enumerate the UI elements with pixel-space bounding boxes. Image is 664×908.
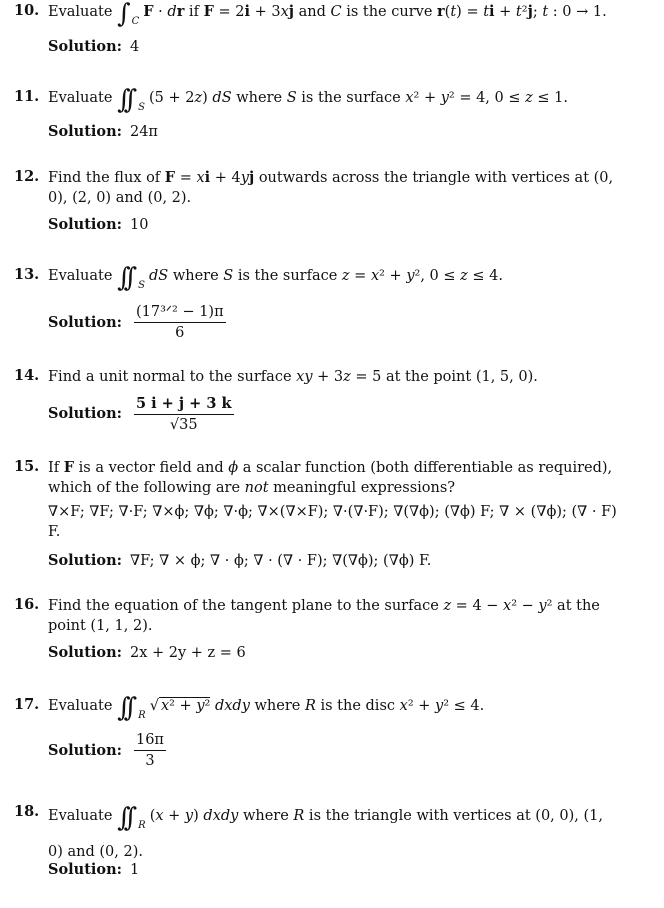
solution-fraction: $\frac{5 i + j + 3 k}{√35}$ bbox=[135, 395, 232, 433]
expressions-list: ∇×F; ∇F; ∇·F; ∇×ϕ; ∇ϕ; ∇·ϕ; ∇×(∇×F); ∇·(∇·F); ∇(∇ϕ); (∇ϕ) F; ∇ × (∇ϕ); (∇ · F) F. bbox=[48, 504, 617, 540]
problem-number: 12. bbox=[14, 168, 40, 185]
solution: Solution: 4 bbox=[48, 38, 140, 55]
solution-fraction: $\frac{\text{(17³ᐟ² − 1)π}}{6}$ bbox=[135, 304, 224, 341]
problem-number: 14. bbox=[14, 367, 40, 384]
problem-question: Evaluate ∫∫ $_R$√ x² + y² dxdy where R is the disc x² + y² ≤ 4. bbox=[48, 693, 485, 723]
solution-value: 24π bbox=[129, 124, 158, 140]
solution-value: ∇F; ∇ × ϕ; ∇ · ϕ; ∇ · (∇ · F); ∇(∇ϕ); (∇ϕ) F. bbox=[129, 553, 432, 569]
solution-value: 4 bbox=[129, 39, 140, 55]
solution-value: 1 bbox=[129, 862, 140, 878]
problem-question: Find a unit normal to the surface xy + 3z = 5 at the point (1, 5, 0). bbox=[48, 369, 538, 385]
solution: Solution: 10 bbox=[48, 216, 149, 233]
problem-question: Evaluate ∫∫ $_R$(x + y) dxdy where R is the triangle with vertices at (0, 0), (1, 0) and (0, 2). bbox=[48, 803, 603, 860]
problem-number: 10. bbox=[14, 2, 40, 19]
solution-value: 2x + 2y + z = 6 bbox=[129, 645, 246, 661]
solution: Solution: $\frac{5 i + j + 3 k}{√35}$ bbox=[48, 395, 232, 433]
solution: Solution: 2x + 2y + z = 6 bbox=[48, 644, 246, 661]
problem-number: 13. bbox=[14, 266, 40, 283]
problem-number: 11. bbox=[14, 88, 40, 105]
problem-number: 18. bbox=[14, 803, 40, 820]
problem-question: If F is a vector field and ϕ a scalar function (both differentiable as required), which of the following are not meaningful expressions? bbox=[48, 459, 613, 496]
problem-question: Find the equation of the tangent plane to the surface z = 4 − x² − y² at the point (1, 1, 2). bbox=[48, 598, 600, 634]
solution: Solution: 24π bbox=[48, 123, 158, 140]
solution: Solution: $\frac{\text{(17³ᐟ² − 1)π}}{6}$ bbox=[48, 304, 224, 341]
problem-number: 16. bbox=[14, 596, 40, 613]
problem-number: 15. bbox=[14, 458, 40, 475]
problem-question: Evaluate ∫∫ $_S$dS where S is the surface z = x² + y², 0 ≤ z ≤ 4. bbox=[48, 263, 503, 293]
problem-question: Find the flux of F = xi + 4yj outwards across the triangle with vertices at (0, 0), (2, 0) and (0, 2). bbox=[48, 169, 614, 206]
solution: Solution: $\frac{16\pi}{3}$ bbox=[48, 732, 164, 769]
solution-fraction: $\frac{16\pi}{3}$ bbox=[135, 732, 164, 769]
solution: Solution: 1 bbox=[48, 861, 140, 878]
solution-value: 10 bbox=[129, 217, 149, 233]
solution: Solution: ∇F; ∇ × ϕ; ∇ · ϕ; ∇ · (∇ · F); ∇(∇ϕ); (∇ϕ) F. bbox=[48, 552, 432, 569]
problem-question: Evaluate ∫ $_C$F · dr if F = 2i + 3xj and C is the curve r(t) = ti + t²j; t : 0 → 1. bbox=[48, 0, 607, 29]
problem-question: Evaluate ∫∫ $_S$(5 + 2z) dS where S is the surface x² + y² = 4, 0 ≤ z ≤ 1. bbox=[48, 85, 568, 115]
problem-number: 17. bbox=[14, 696, 40, 713]
